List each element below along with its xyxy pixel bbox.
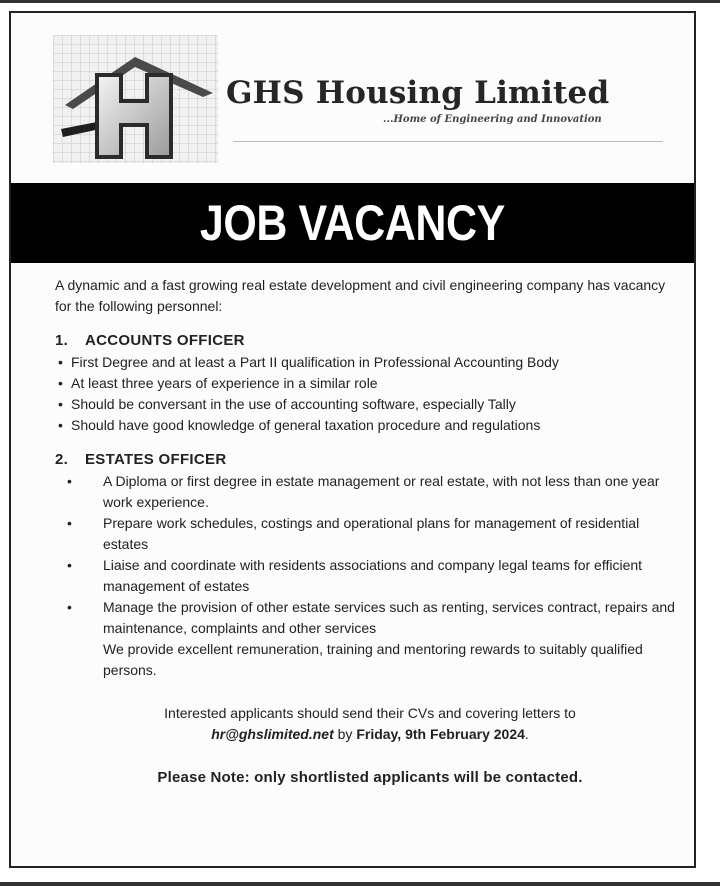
section-number: 2. bbox=[55, 451, 69, 468]
bullet-icon: • bbox=[58, 375, 63, 391]
list-item bbox=[55, 352, 685, 373]
company-name: GHS Housing Limited bbox=[226, 75, 610, 111]
bottom-border-line bbox=[0, 882, 720, 886]
application-by: by bbox=[333, 726, 357, 742]
section-title-text: ESTATES OFFICER bbox=[85, 451, 227, 468]
bullet-icon: • bbox=[58, 396, 63, 412]
bullet-icon: • bbox=[67, 599, 72, 615]
header-divider bbox=[233, 141, 663, 142]
shortlist-note: Please Note: only shortlisted applicants will be contacted. bbox=[157, 769, 583, 786]
list-item bbox=[55, 597, 685, 639]
advert-body bbox=[55, 275, 685, 788]
list-item-text: A Diploma or first degree in estate management or real estate, with not less than one year work experience. bbox=[103, 473, 660, 510]
list-item-text: Prepare work schedules, costings and operational plans for management of residential estates bbox=[103, 515, 640, 552]
list-item bbox=[55, 471, 685, 513]
section-number: 1. bbox=[55, 332, 69, 349]
list-item bbox=[55, 394, 685, 415]
application-deadline: Friday, 9th February 2024 bbox=[356, 726, 525, 742]
section-title-text: ACCOUNTS OFFICER bbox=[85, 332, 245, 349]
ghs-logo bbox=[53, 35, 218, 163]
application-line: Interested applicants should send their CVs and covering letters to bbox=[164, 705, 576, 721]
section-title-accounts-officer bbox=[55, 330, 685, 351]
bullet-icon: • bbox=[67, 557, 72, 573]
list-item-text: At least three years of experience in a similar role bbox=[71, 375, 378, 391]
list-item-text: First Degree and at least a Part II qualification in Professional Accounting Body bbox=[71, 354, 559, 370]
banner-title: JOB VACANCY bbox=[199, 195, 506, 251]
bullet-icon: • bbox=[58, 354, 63, 370]
job-vacancy-banner bbox=[11, 183, 694, 263]
list-item-text: Liaise and coordinate with residents associations and company legal teams for efficient management of estates bbox=[103, 557, 643, 594]
accounts-officer-requirements bbox=[55, 352, 685, 436]
list-item-text: Should have good knowledge of general taxation procedure and regulations bbox=[71, 417, 541, 433]
section-title-estates-officer bbox=[55, 449, 685, 470]
list-item-text: Manage the provision of other estate services such as renting, services contract, repairs and maintenance, complaints and other services bbox=[103, 599, 675, 636]
list-item bbox=[55, 373, 685, 394]
list-item-text: Should be conversant in the use of accounting software, especially Tally bbox=[71, 396, 516, 412]
list-item bbox=[55, 555, 685, 597]
bullet-icon: • bbox=[67, 473, 72, 489]
list-item bbox=[55, 513, 685, 555]
remuneration-text: We provide excellent remuneration, training and mentoring rewards to suitably qualified persons. bbox=[103, 641, 643, 678]
intro-text: A dynamic and a fast growing real estate development and civil engineering company has vacancy for the following personnel: bbox=[55, 277, 666, 314]
application-end: . bbox=[524, 726, 529, 742]
top-border-line bbox=[0, 0, 720, 3]
list-item bbox=[55, 415, 685, 436]
contact-email: hr@ghslimited.net bbox=[211, 726, 334, 742]
bullet-icon: • bbox=[67, 515, 72, 531]
application-instructions bbox=[55, 703, 685, 745]
company-tagline: ...Home of Engineering and Innovation bbox=[383, 114, 602, 125]
advert-header bbox=[11, 13, 694, 183]
bullet-icon: • bbox=[58, 417, 63, 433]
estates-officer-requirements bbox=[55, 471, 685, 639]
advert-frame bbox=[9, 11, 696, 868]
application-contact-line bbox=[55, 724, 685, 745]
